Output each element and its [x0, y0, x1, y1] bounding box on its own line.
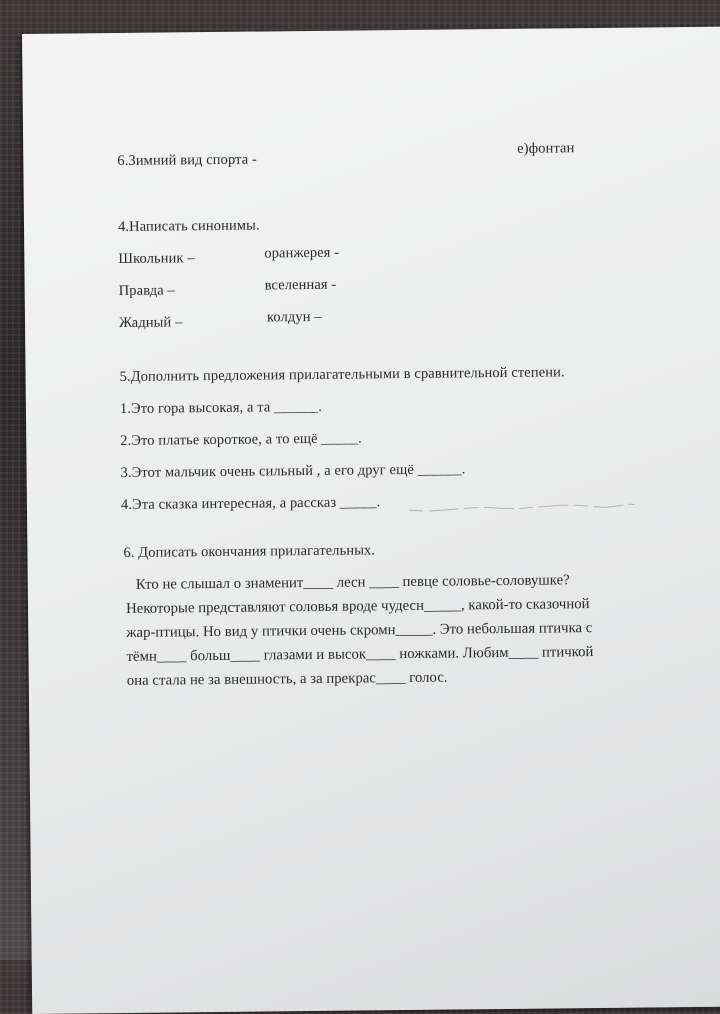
task6-line-4: тёмн____ больш____ глазами и высок____ ножками. Любим____ птичкой	[126, 644, 594, 665]
task5-item-4: 4.Эта сказка интересная, а рассказ _____.	[120, 494, 381, 513]
worksheet-page	[22, 27, 720, 1014]
task6-line-2: Некоторые представляют соловья вроде чудесн_____, какой-то сказочной	[125, 596, 590, 617]
synonym-right-1: оранжерея -	[264, 244, 340, 262]
task5-item-1: 1.Это гора высокая, а та ______.	[119, 398, 323, 417]
winter-sport-line: 6.Зимний вид спорта -	[117, 151, 258, 170]
task6-line-1: Кто не слышал о знаменит____ лесн ____ певце соловье-соловушке?	[135, 572, 570, 593]
task6-line-3: жар-птицы. Но вид у птички очень скромн_____. Это небольшая птичка с	[126, 620, 593, 641]
task6-line-5: она стала не за внешность, а за прекрас____ голос.	[126, 669, 448, 689]
task6-title: 6. Дописать окончания прилагательных.	[123, 542, 376, 561]
task5-item-3: 3.Этот мальчик очень сильный , а его друг ещё ______.	[120, 461, 466, 481]
synonym-left-2: Правда –	[118, 282, 175, 300]
synonym-right-2: вселенная -	[264, 276, 337, 294]
answer-fountain: е)фонтан	[517, 140, 575, 157]
task5-title: 5.Дополнить предложения прилагательными в сравнительной степени.	[119, 364, 565, 385]
synonym-right-3: колдун –	[266, 308, 322, 326]
synonym-left-1: Школьник –	[118, 250, 195, 268]
task5-item-2: 2.Это платье короткое, а то ещё _____.	[120, 430, 362, 449]
task6-paragraph	[126, 567, 667, 693]
task4-title: 4.Написать синонимы.	[117, 217, 260, 236]
pen-scribble	[407, 490, 637, 522]
synonym-left-3: Жадный –	[118, 314, 183, 331]
